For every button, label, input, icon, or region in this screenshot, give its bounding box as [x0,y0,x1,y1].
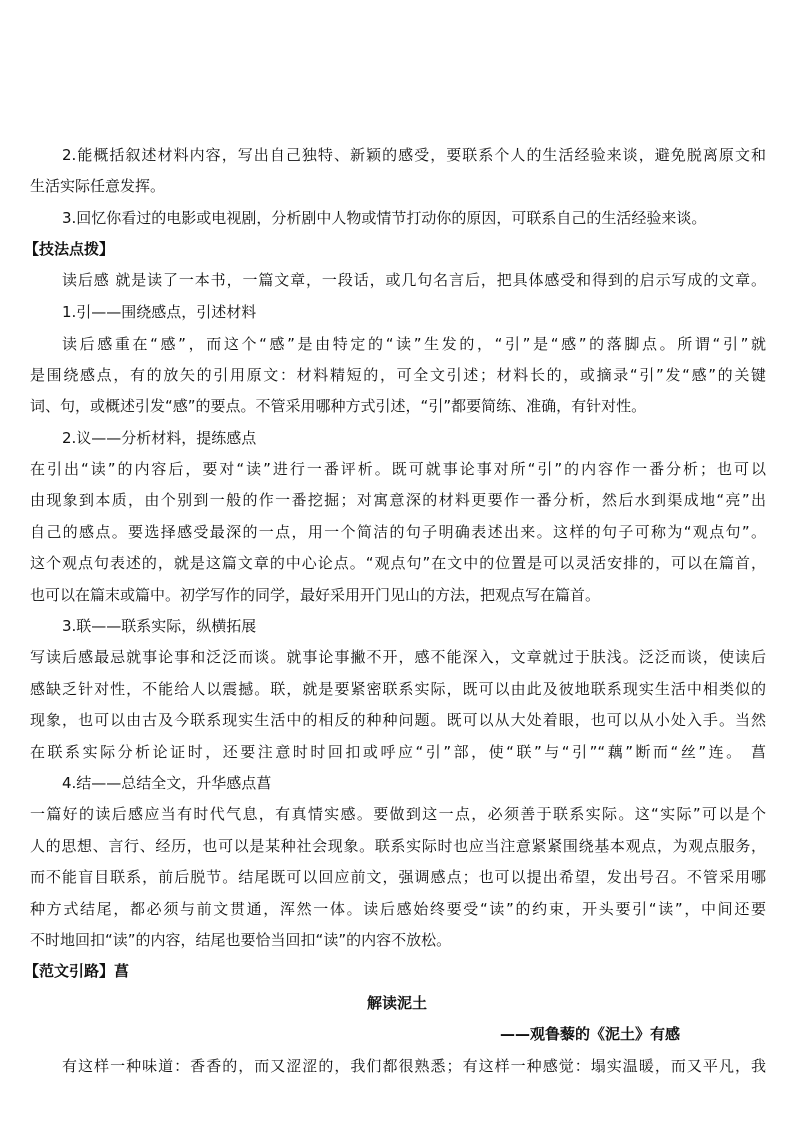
essay-title: 解读泥土 [366,994,427,1012]
task-item-2-line-2: 生活实际任意发挥。 [30,177,166,195]
step-1-line-2: 是围绕感点，有的放矢的引用原文：材料精短的，可全文引述；材料长的，或摘录“引”发“感”的关键 [30,366,766,384]
step-4-line-4: 种方式结尾，都必须与前文贯通，浑然一体。读后感始终要受“读”的约束，开头要引“读”，中间还要 [30,900,766,918]
step-4-line-5: 不时地回扣“读”的内容，结尾也要恰当回扣“读”的内容不放松。 [30,931,452,949]
step-4-line-2: 人的思想、言行、经历，也可以是某种社会现象。联系实际时也应当注意紧紧围绕基本观点，为观点服务， [30,837,766,855]
step-3-line-1: 写读后感最忌就事论事和泛泛而谈。就事论事撇不开，感不能深入，文章就过于肤浅。泛泛而谈，使读后 [30,648,766,666]
skills-intro: 读后感 就是读了一本书，一篇文章，一段话，或几句名言后，把具体感受和得到的启示写成的文章。 [62,271,766,289]
step-3-line-4: 在联系实际分析论证时，还要注意时时回扣或呼应“引”部，使“联”与“引”“藕”断而“丝”连。 菖 [30,743,766,761]
step-3-line-3: 现象，也可以由古及今联系现实生活中的相反的种种问题。既可以从大处着眼，也可以从小处入手。当然 [30,711,766,729]
essay-subtitle: ——观鲁藜的《泥土》有感 [500,1025,681,1043]
step-1-line-3: 词、句，或概述引发“感”的要点。不管采用哪种方式引述，“引”都要简练、准确，有针对性。 [30,397,647,415]
example-heading: 【范文引路】菖 [24,962,130,980]
essay-paragraph-1: 有这样一种味道：香香的，而又涩涩的，我们都很熟悉；有这样一种感觉：塌实温暖，而又平凡，我 [62,1057,766,1075]
task-item-3: 3.回忆你看过的电影或电视剧，分析剧中人物或情节打动你的原因，可联系自己的生活经验来谈。 [62,209,707,227]
skills-heading: 【技法点拨】 [24,240,115,258]
step-2-line-4: 这个观点句表述的，就是这篇文章的中心论点。“观点句”在文中的位置是可以灵活安排的，可以在篇首， [30,554,766,572]
step-4-line-1: 一篇好的读后感应当有时代气息，有真情实感。要做到这一点，必须善于联系实际。这“实际”可以是个 [30,805,766,823]
step-1-title: 1.引——围绕感点，引述材料 [62,303,257,321]
step-4-title: 4.结——总结全文，升华感点菖 [62,774,272,792]
step-2-line-2: 由现象到本质，由个别到一般的作一番挖掘；对寓意深的材料更要作一番分析，然后水到渠成地“亮”出 [30,491,766,509]
step-1-line-1: 读后感重在“感”，而这个“感”是由特定的“读”生发的，“引”是“感”的落脚点。所谓“引”就 [62,335,766,353]
task-item-2-line-1: 2.能概括叙述材料内容，写出自己独特、新颖的感受，要联系个人的生活经验来谈，避免脱离原文和 [62,146,766,164]
step-3-title: 3.联——联系实际，纵横拓展 [62,617,257,635]
step-2-line-5: 也可以在篇末或篇中。初学写作的同学，最好采用开门见山的方法，把观点写在篇首。 [30,586,601,604]
step-2-title: 2.议——分析材料，提练感点 [62,429,257,447]
step-3-line-2: 感缺乏针对性，不能给人以震撼。联，就是要紧密联系实际，既可以由此及彼地联系现实生活中相类似的 [30,680,766,698]
step-4-line-3: 而不能盲目联系，前后脱节。结尾既可以回应前文，强调感点；也可以提出希望，发出号召。不管采用哪 [30,868,766,886]
step-2-line-1: 在引出“读”的内容后，要对“读”进行一番评析。既可就事论事对所“引”的内容作一番分析；也可以 [30,460,766,478]
step-2-line-3: 自己的感点。要选择感受最深的一点，用一个简洁的句子明确表述出来。这样的句子可称为“观点句”。 [30,523,766,541]
